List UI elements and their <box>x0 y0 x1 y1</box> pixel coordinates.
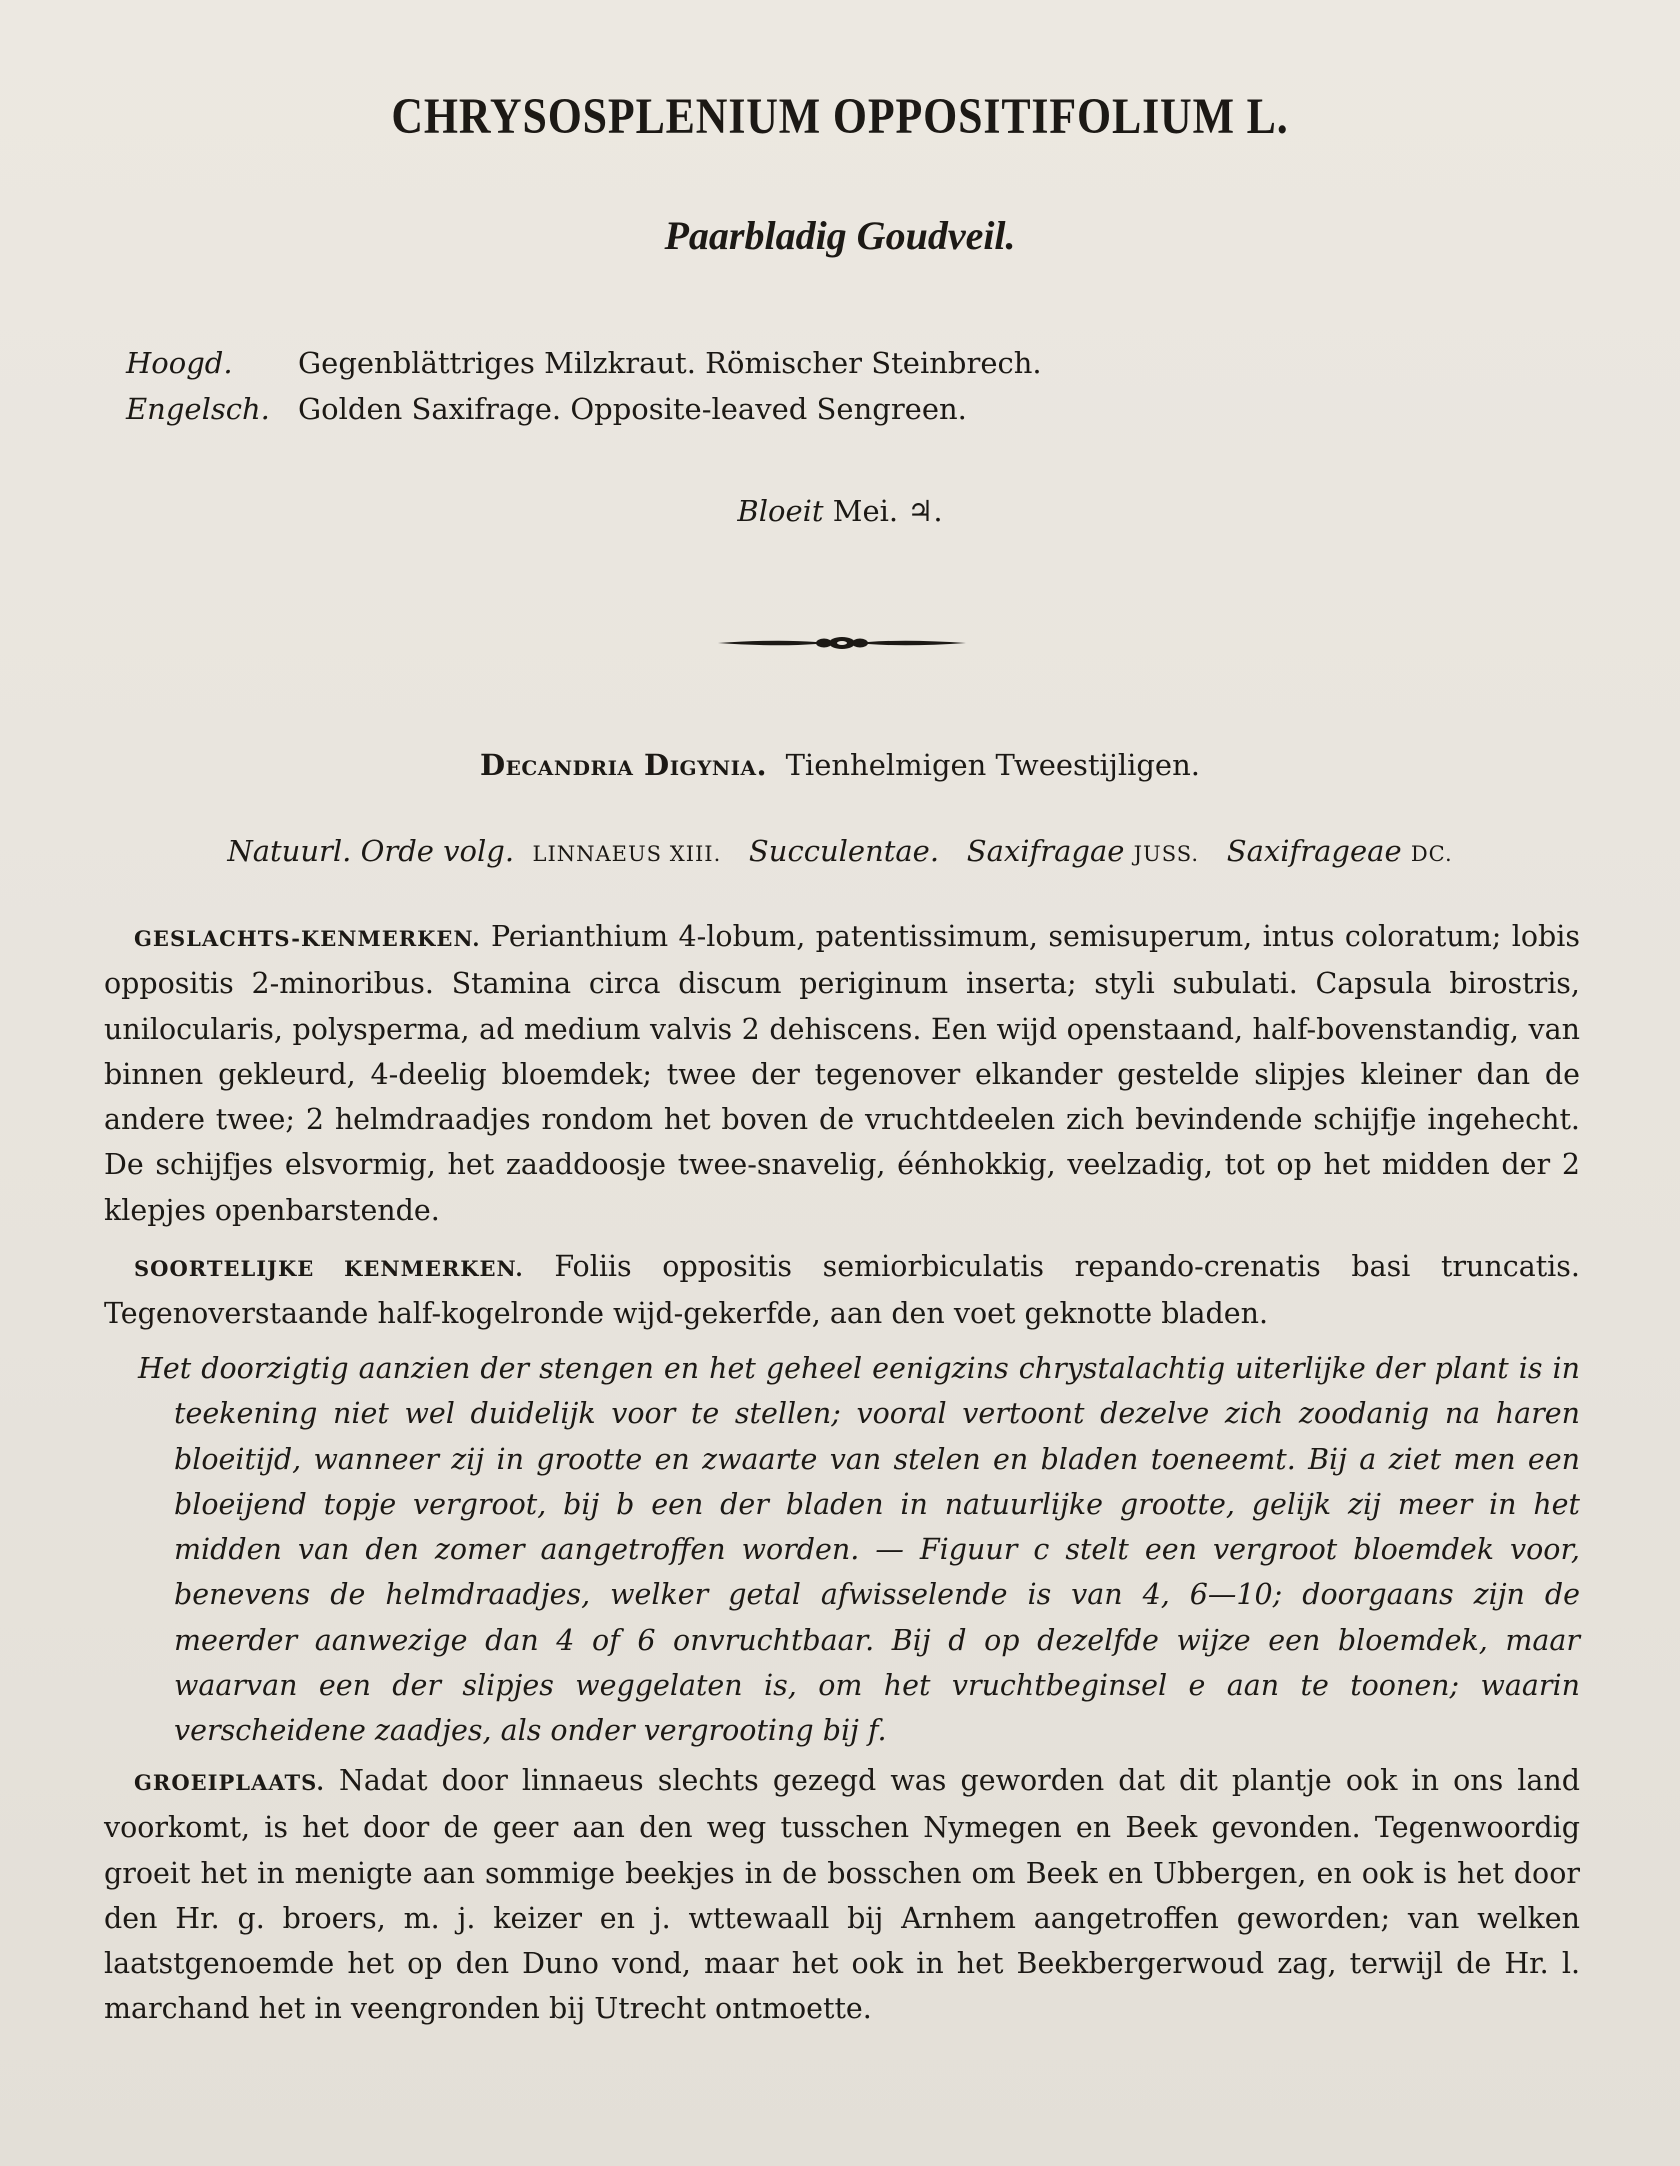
natural-order-line <box>0 834 1680 868</box>
order-juss: JUSS. <box>1133 842 1200 866</box>
habitat-text: Nadat door linnaeus slechts gezegd was geworden dat dit plantje ook in ons land voorkomt, is het door de geer aan den weg tusschen Nymegen en Beek gevonden. Tegenwoordig groeit het in menigte aan sommige beekjes in de bosschen om Beek en Ubbergen, en ook is het door den Hr. g. broers, m. j. keizer en j. wttewaall bij Arnhem aangetroffen geworden; van welken laatstgenoemde het op den Duno vond, maar het ook in het Beekbergerwoud zag, terwijl de Hr. l. marchand het in veengronden bij Utrecht ontmoette. <box>104 1764 1580 2026</box>
genus-characters <box>104 914 1580 1233</box>
ornament-divider <box>716 630 968 656</box>
order-dc: DC. <box>1410 842 1453 866</box>
species-characters <box>104 1244 1580 1337</box>
habitat-heading: GROEIPLAATS. <box>134 1770 325 1795</box>
illustration-note <box>138 1346 1580 1754</box>
order-label: Natuurl. Orde volg. <box>227 834 515 868</box>
order-saxifrageae: Saxifrageae <box>1226 834 1402 868</box>
language-label: Hoogd. <box>126 346 233 380</box>
genus-heading: GESLACHTS-KENMERKEN. <box>134 926 481 951</box>
habitat-section <box>104 1758 1580 2032</box>
species-heading: SOORTELIJKE KENMERKEN. <box>134 1256 524 1281</box>
flowering-line <box>0 494 1680 528</box>
name-row-german <box>126 340 1042 386</box>
page-title: CHRYSOSPLENIUM OPPOSITIFOLIUM L. <box>391 89 1289 145</box>
order-linnaeus: LINNAEUS XIII. <box>532 842 722 866</box>
name-text: Golden Saxifrage. Opposite-leaved Sengreen. <box>298 392 967 426</box>
order-saxifragae: Saxifragae <box>966 834 1125 868</box>
genus-text: Perianthium 4-lobum, patentissimum, semisuperum, intus coloratum; lobis oppositis 2-minoribus. Stamina circa discum periginum inserta; styli subulati. Capsula birostris, unilocularis, polysperma, ad medium valvis 2 dehiscens. Een wijd openstaand, half-bovenstandig, van binnen gekleurd, 4-deelig bloemdek; twee der tegenover elkander gestelde slipjes kleiner dan de andere twee; 2 helmdraadjes rondom het boven de vruchtdeelen zich bevindende schijfje ingehecht. De schijfjes elsvormig, het zaaddoosje twee-snavelig, éénhokkig, veelzadig, tot op het midden der 2 klepjes openbarstende. <box>104 920 1580 1227</box>
name-row-english <box>126 386 1042 432</box>
species-text: Foliis oppositis semiorbiculatis repando-crenatis basi truncatis. Tegenoverstaande half-kogelronde wijd-gekerfde, aan den voet geknotte bladen. <box>104 1250 1580 1331</box>
illustration-note-text: Het doorzigtig aanzien der stengen en het geheel eenigzins chrystalachtig uiterlijke der plant is in teekening niet wel duidelijk voor te stellen; vooral vertoont dezelve zich zoodanig na haren bloeitijd, wanneer zij in grootte en zwaarte van stelen en bladen toeneemt. Bij a ziet men een bloeijend topje vergroot, bij b een der bladen in natuurlijke grootte, gelijk zij meer in het midden van den zomer aangetroffen worden. — Figuur c stelt een vergroot bloemdek voor, benevens de helmdraadjes, welker getal afwisselende is van 4, 6—10; doorgaans zijn de meerder aanwezige dan 4 of 6 onvruchtbaar. Bij d op dezelfde wijze een bloemdek, maar waarvan een der slipjes weggelaten is, om het vruchtbeginsel e aan te toonen; waarin verscheidene zaadjes, als onder vergrooting bij f. <box>138 1352 1580 1748</box>
page-subtitle: Paarbladig Goudveil. <box>664 213 1016 258</box>
vernacular-names <box>126 340 1042 432</box>
order-succulentae: Succulentae. <box>748 834 940 868</box>
language-label: Engelsch. <box>126 392 270 426</box>
classification-line <box>0 748 1680 782</box>
flowering-text: Mei. ♃. <box>832 494 943 528</box>
classification-dutch: Tienhelmigen Tweestijligen. <box>785 748 1200 782</box>
classification-system: Decandria Digynia. <box>480 748 768 782</box>
name-text: Gegenblättriges Milzkraut. Römischer Steinbrech. <box>298 346 1042 380</box>
flowering-label: Bloeit <box>737 494 824 528</box>
